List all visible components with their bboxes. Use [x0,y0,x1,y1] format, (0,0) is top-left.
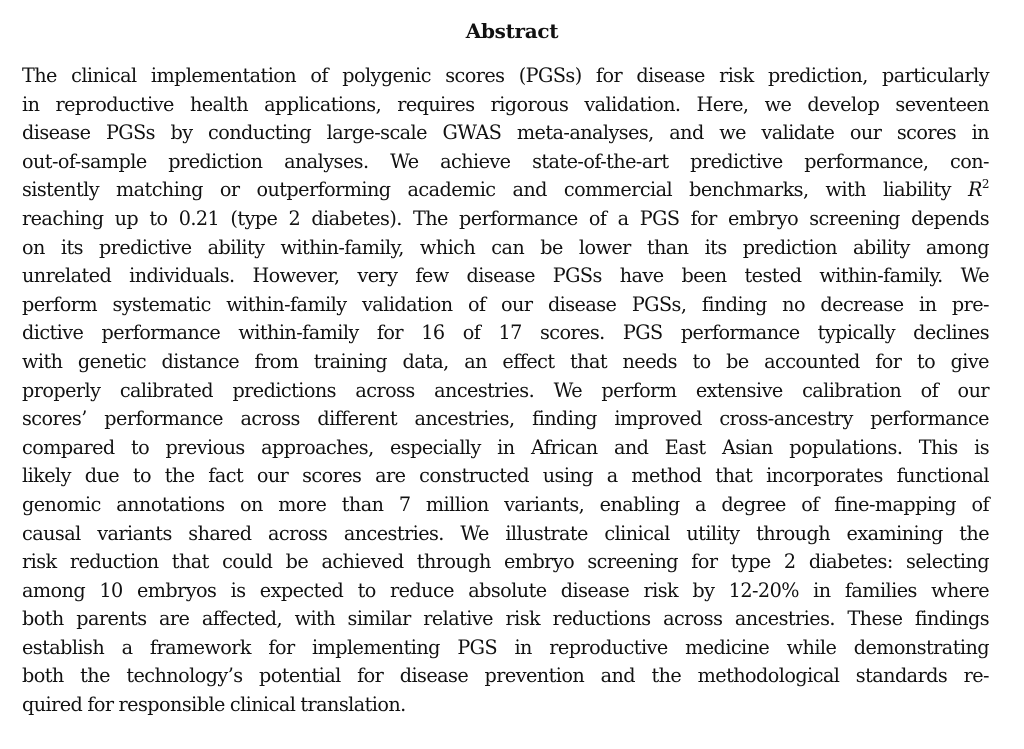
abstract-line: unrelated individuals. However, very few disease PGSs have been tested within-family. We [22,264,989,288]
abstract-line: properly calibrated predictions across ancestries. We perform extensive calibration of our [22,378,989,402]
abstract-line: risk reduction that could be achieved through embryo screening for type 2 diabetes: selecting [22,550,989,574]
abstract-line: establish a framework for implementing PGS in reproductive medicine while demonstrating [22,635,989,659]
abstract-line: with genetic distance from training data, an effect that needs to be accounted for to give [22,349,989,373]
abstract-line: The clinical implementation of polygenic scores (PGSs) for disease risk prediction, particularly [22,64,989,87]
abstract-line: perform systematic within-family validation of our disease PGSs, finding no decrease in pre- [22,292,989,316]
abstract-line: among 10 embryos is expected to reduce absolute disease risk by 12-20% in families where [22,578,989,602]
abstract-line: causal variants shared across ancestries. We illustrate clinical utility through examining the [22,521,989,545]
abstract-line: both parents are affected, with similar relative risk reductions across ancestries. These findings [22,607,989,631]
abstract-line-with-math [22,176,989,205]
abstract-line: quired for responsible clinical translation. [22,693,406,717]
abstract-line: both the technology’s potential for disease prevention and the methodological standards re- [22,664,989,688]
abstract-heading: Abstract [465,19,559,43]
abstract-line: scores’ performance across different ancestries, finding improved cross-ancestry performance [22,407,989,431]
r-squared-symbol: R [968,178,982,202]
abstract-line: compared to previous approaches, especially in African and East Asian populations. This is [22,435,989,459]
abstract-line-text: sistently matching or outperforming academic and commercial benchmarks, with liability [22,178,951,202]
abstract-body [22,62,989,720]
r-squared-exponent: 2 [981,177,989,192]
abstract-line: in reproductive health applications, requires rigorous validation. Here, we develop seventeen [22,92,989,116]
abstract-line: out-of-sample prediction analyses. We achieve state-of-the-art predictive performance, con- [22,149,989,173]
abstract-line: likely due to the fact our scores are constructed using a method that incorporates functional [22,464,989,488]
abstract-line: disease PGSs by conducting large-scale GWAS meta-analyses, and we validate our scores in [22,121,989,145]
abstract-line: on its predictive ability within-family, which can be lower than its prediction ability among [22,235,989,259]
abstract-line: genomic annotations on more than 7 million variants, enabling a degree of fine-mapping of [22,492,989,516]
abstract-line: dictive performance within-family for 16 of 17 scores. PGS performance typically declines [22,321,989,345]
abstract-line: reaching up to 0.21 (type 2 diabetes). The performance of a PGS for embryo screening depends [22,206,989,230]
